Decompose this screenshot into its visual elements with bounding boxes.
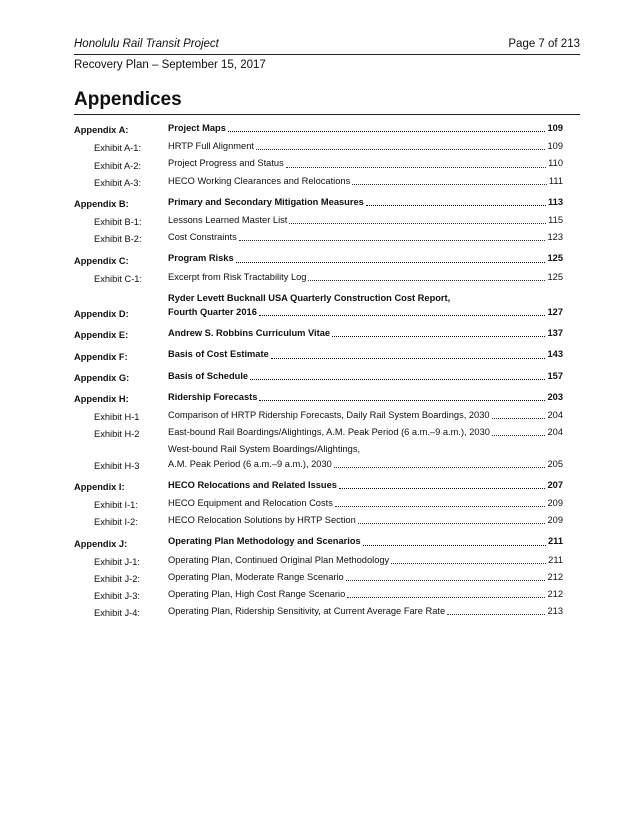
toc-exhibit-row: [74, 513, 563, 527]
toc-exhibit-row: [74, 174, 563, 188]
toc-exhibit-row: [74, 230, 563, 244]
dot-leader: [447, 614, 545, 615]
dot-leader: [358, 523, 546, 524]
toc-appendix-row: [74, 478, 563, 492]
dot-leader: [363, 545, 546, 546]
toc-exhibit-row: [74, 496, 563, 510]
toc-label: Exhibit A-1:: [94, 143, 142, 154]
toc-label: Exhibit I-1:: [94, 500, 138, 511]
toc-appendix-row: [74, 369, 563, 383]
toc-title: Basis of Schedule: [168, 370, 249, 381]
toc-exhibit-row: [74, 553, 563, 567]
toc-label: Appendix J:: [74, 538, 128, 549]
toc-label: Appendix D:: [74, 309, 129, 320]
toc-title: Operating Plan Methodology and Scenarios: [168, 536, 361, 547]
toc-title: Operating Plan, Continued Original Plan Methodology: [168, 554, 390, 565]
dot-leader: [492, 435, 546, 436]
page-title: Appendices: [74, 89, 182, 110]
toc-title: Program Risks: [168, 253, 234, 264]
toc-title: Primary and Secondary Mitigation Measures: [168, 196, 364, 207]
toc-page-number: 123: [547, 232, 563, 243]
toc-exhibit-row: [74, 156, 563, 170]
dot-leader: [346, 580, 546, 581]
toc-title: HECO Relocations and Related Issues: [168, 479, 337, 490]
toc-page-number: 109: [547, 141, 563, 152]
toc-page-number: 143: [547, 349, 563, 360]
dot-leader: [492, 418, 546, 419]
toc-title: HECO Relocation Solutions by HRTP Section: [168, 515, 356, 526]
toc-exhibit-row: [74, 442, 563, 470]
toc-label: Exhibit J-3:: [94, 591, 140, 602]
toc-label: Appendix H:: [74, 394, 129, 405]
dot-leader: [236, 262, 546, 263]
dot-leader: [286, 167, 546, 168]
dot-leader: [391, 563, 546, 564]
toc-appendix-row: [74, 291, 563, 319]
toc-appendix-row: [74, 326, 563, 340]
toc-exhibit-row: [74, 425, 563, 439]
toc-label: Exhibit A-3:: [94, 177, 142, 188]
toc-page-number: 125: [547, 253, 563, 264]
toc-page-number: 212: [547, 571, 563, 582]
toc-page-number: 211: [548, 554, 563, 565]
toc-appendix-row: [74, 534, 563, 548]
dot-leader: [335, 506, 546, 507]
toc-title: Comparison of HRTP Ridership Forecasts, Daily Rail System Boardings, 2030: [168, 410, 490, 421]
toc-page-number: 137: [547, 328, 563, 339]
toc-title: Operating Plan, Moderate Range Scenario: [168, 571, 344, 582]
toc-title: Operating Plan, Ridership Sensitivity, at Current Average Fare Rate: [168, 606, 446, 617]
toc-label: Exhibit J-4:: [94, 608, 140, 619]
toc-exhibit-row: [74, 604, 563, 618]
toc-label: Exhibit B-1:: [94, 217, 142, 228]
toc-page-number: 204: [547, 410, 563, 421]
toc-label: Appendix A:: [74, 125, 129, 136]
toc-page-number: 125: [547, 271, 563, 282]
toc-page-number: 115: [548, 215, 563, 226]
dot-leader: [332, 336, 545, 337]
toc-appendix-row: [74, 390, 563, 404]
toc-exhibit-row: [74, 408, 563, 422]
project-name: Honolulu Rail Transit Project: [74, 38, 219, 50]
toc-page-number: 203: [547, 391, 563, 402]
toc-label: Exhibit H-1: [94, 412, 140, 423]
toc-title: Operating Plan, High Cost Range Scenario: [168, 589, 346, 600]
toc-title: Lessons Learned Master List: [168, 215, 288, 226]
toc-label: Exhibit A-2:: [94, 160, 142, 171]
toc-label: Appendix G:: [74, 372, 130, 383]
toc-title: Project Maps: [168, 123, 226, 133]
toc-title: Ryder Levett Bucknall USA Quarterly Construction Cost Report,: [168, 292, 451, 303]
toc-exhibit-row: [74, 213, 563, 227]
toc-title: HECO Equipment and Relocation Costs: [168, 498, 333, 509]
toc-title: A.M. Peak Period (6 a.m.–9 a.m.), 2030: [168, 458, 332, 469]
toc-page-number: 212: [547, 589, 563, 600]
toc-appendix-row: [74, 195, 563, 209]
dot-leader: [339, 488, 546, 489]
toc-title: Andrew S. Robbins Curriculum Vitae: [168, 328, 331, 339]
document-subtitle: Recovery Plan – September 15, 2017: [74, 59, 266, 71]
toc-page-number: 111: [548, 175, 563, 186]
toc-title: Project Progress and Status: [168, 158, 284, 169]
toc-exhibit-row: [74, 570, 563, 584]
toc-page-number: 205: [547, 458, 563, 469]
dot-leader: [352, 184, 547, 185]
dot-leader: [366, 205, 546, 206]
toc-label: Exhibit B-2:: [94, 234, 142, 245]
toc-page-number: 211: [548, 536, 563, 547]
toc-label: Appendix C:: [74, 255, 129, 266]
toc-title: Ridership Forecasts: [168, 391, 258, 402]
toc-title: West-bound Rail System Boardings/Alightings,: [168, 444, 361, 455]
toc-label: Exhibit J-2:: [94, 574, 140, 585]
toc-label: Exhibit I-2:: [94, 517, 138, 528]
dot-leader: [334, 467, 546, 468]
dot-leader: [250, 379, 545, 380]
toc-title: Excerpt from Risk Tractability Log: [168, 271, 307, 282]
toc-label: Exhibit H-3: [94, 460, 140, 471]
dot-leader: [347, 597, 545, 598]
dot-leader: [239, 240, 546, 241]
toc-page-number: 209: [547, 515, 563, 526]
toc-page-number: 207: [547, 479, 563, 490]
header-rule: [74, 54, 580, 55]
dot-leader: [308, 280, 545, 281]
toc-appendix-row: [74, 347, 563, 361]
toc-page-number: 110: [548, 158, 563, 169]
toc-label: Exhibit H-2: [94, 429, 140, 440]
toc-label: Exhibit C-1:: [94, 273, 143, 284]
toc-page-number: 209: [547, 498, 563, 509]
toc-title: Fourth Quarter 2016: [168, 307, 257, 318]
page-number: Page 7 of 213: [508, 38, 580, 50]
toc-title: HECO Working Clearances and Relocations: [168, 175, 351, 186]
dot-leader: [259, 400, 545, 401]
toc-exhibit-row: [74, 587, 563, 601]
toc-page-number: 127: [547, 307, 563, 318]
toc-label: Appendix B:: [74, 199, 129, 210]
toc-exhibit-row: [74, 270, 563, 284]
dot-leader: [289, 223, 546, 224]
dot-leader: [259, 315, 546, 316]
running-header: [74, 38, 580, 54]
toc-title: HRTP Full Alignment: [168, 141, 254, 152]
toc-page-number: 213: [547, 606, 563, 617]
toc-title: East-bound Rail Boardings/Alightings, A.M. Peak Period (6 a.m.–9 a.m.), 2030: [168, 427, 490, 438]
toc-label: Exhibit J-1:: [94, 556, 140, 567]
toc-exhibit-row: [74, 139, 563, 153]
toc-appendix-row: [74, 251, 563, 265]
dot-leader: [228, 131, 546, 132]
dot-leader: [271, 358, 546, 359]
toc-page-number: 204: [547, 427, 563, 438]
dot-leader: [256, 149, 546, 150]
toc-page-number: 109: [547, 123, 563, 133]
toc-title: Cost Constraints: [168, 232, 237, 243]
table-of-contents: [74, 121, 563, 618]
toc-label: Appendix E:: [74, 330, 129, 341]
toc-page-number: 157: [547, 370, 563, 381]
toc-label: Appendix F:: [74, 351, 128, 362]
toc-appendix-row: [74, 121, 563, 135]
title-rule: [74, 114, 580, 115]
toc-page-number: 113: [548, 196, 563, 207]
toc-label: Appendix I:: [74, 482, 125, 493]
toc-title: Basis of Cost Estimate: [168, 349, 269, 360]
